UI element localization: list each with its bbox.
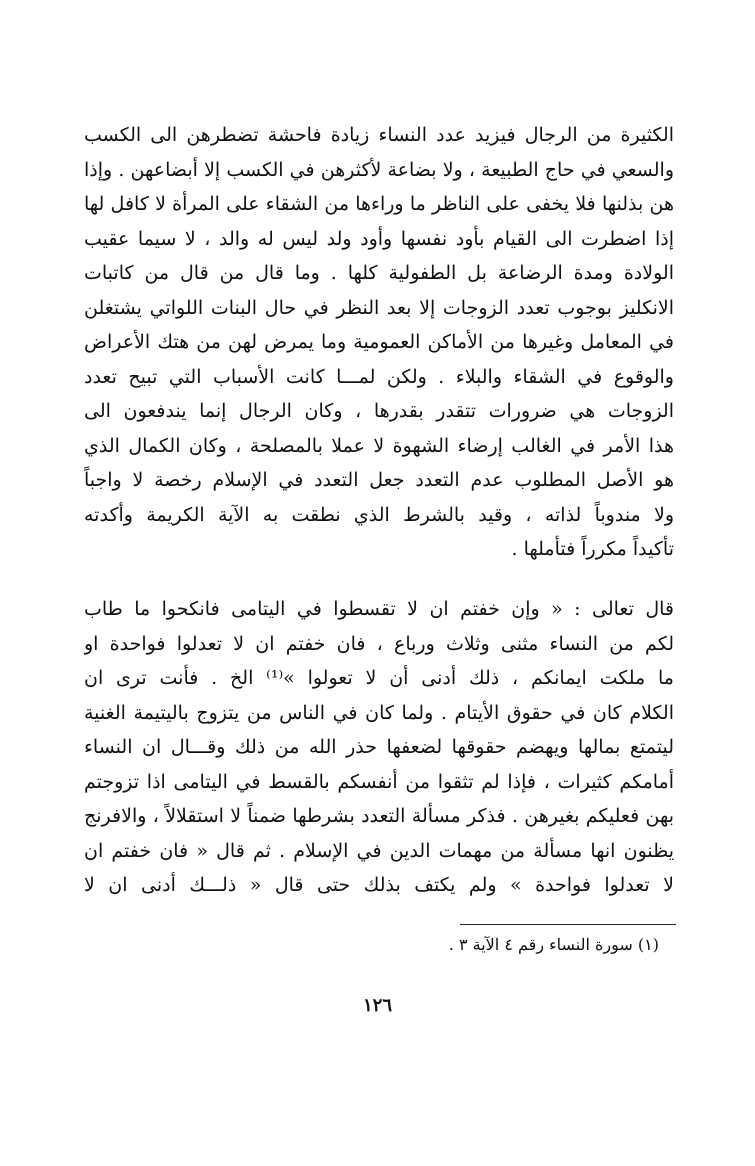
page-number: ١٢٦ — [362, 995, 392, 1016]
text-line: لا تعدلوا فواحدة » ولم يكتف بذلك حتى قال « ذلـــك أدنى ان لا — [84, 874, 674, 896]
text-line: تأكيداً مكرراً فتأملها . — [511, 538, 674, 560]
text-line: ولا مندوباً لذاته ، وقيد بالشرط الذي نطقت به الآية الكريمة وأكدته — [84, 503, 674, 526]
text-line: يظنون انها مسألة من مهمات الدين في الإسلام . ثم قال « فان خفتم ان — [84, 839, 674, 862]
footnote: (١) سورة النساء رقم ٤ الآية ٣ . — [448, 935, 659, 954]
text-line: الكثيرة من الرجال فيزيد عدد النساء زيادة فاحشة تضطرهن الى الكسب — [84, 124, 674, 146]
text-line: والسعي في حاج الطبيعة ، ولا بضاعة لأكثرهن في الكسب إلا أبضاعهن . وإذا — [84, 158, 674, 181]
text-line: لكم من النساء مثنى وثلاث ورباع ، فان خفتم ان لا تعدلوا فواحدة او — [84, 632, 674, 655]
text-line: ما ملكت ايمانكم ، ذلك أدنى أن لا تعولوا »⁽¹⁾ الخ . فأنت ترى ان — [84, 667, 674, 689]
paragraph-2 — [84, 592, 674, 903]
text-line: والوقوع في الشقاء والبلاء . ولكن لمـــا كانت الأسباب التي تبيح تعدد — [84, 365, 674, 388]
footnote-divider — [460, 924, 676, 925]
text-line: هذا الأمر في الغالب إرضاء الشهوة لا عملا بالمصلحة ، وكان الكمال الذي — [84, 434, 674, 457]
text-line: الولادة ومدة الرضاعة بل الطفولية كلها . وما قال من قال من كاتبات — [84, 262, 674, 284]
text-line: الانكليز بوجوب تعدد الزوجات إلا بعد النظر في حال البنات اللواتي يشتغلن — [84, 296, 674, 319]
text-line: الكلام كان في حقوق الأيتام . ولما كان في الناس من يتزوج باليتيمة الغنية — [84, 701, 674, 724]
text-line: الزوجات هي ضرورات تتقدر بقدرها ، وكان الرجال إنما يندفعون الى — [84, 400, 674, 422]
text-line: في المعامل وغيرها من الأماكن العمومية وما يمرض لهن من هتك الأعراض — [84, 331, 674, 353]
text-line: هن بذلنها فلا يخفى على الناظر ما وراءها من الشقاء على المرأة لا كافل لها — [84, 193, 674, 215]
text-line: ليتمتع بمالها ويهضم حقوقها لضعفها حذر الله من ذلك وقـــال ان النساء — [84, 736, 674, 758]
text-line: قال تعالى : « وإن خفتم ان لا تقسطوا في اليتامى فانكحوا ما طاب — [84, 598, 674, 620]
text-line: بهن فعليكم بغيرهن . فذكر مسألة التعدد بشرطها ضمناً لا استقلالاً ، والافرنج — [84, 805, 674, 827]
paragraph-1 — [84, 118, 674, 567]
text-line: هو الأصل المطلوب عدم التعدد جعل التعدد في الإسلام رخصة لا واجباً — [84, 469, 674, 491]
text-line: أمامكم كثيرات ، فإذا لم تثقوا من أنفسكم بالقسط في اليتامى اذا تزوجتم — [84, 770, 674, 793]
text-line: إذا اضطرت الى القيام بأود نفسها وأود ولد ليس له والد ، لا سيما عقيب — [84, 227, 674, 250]
